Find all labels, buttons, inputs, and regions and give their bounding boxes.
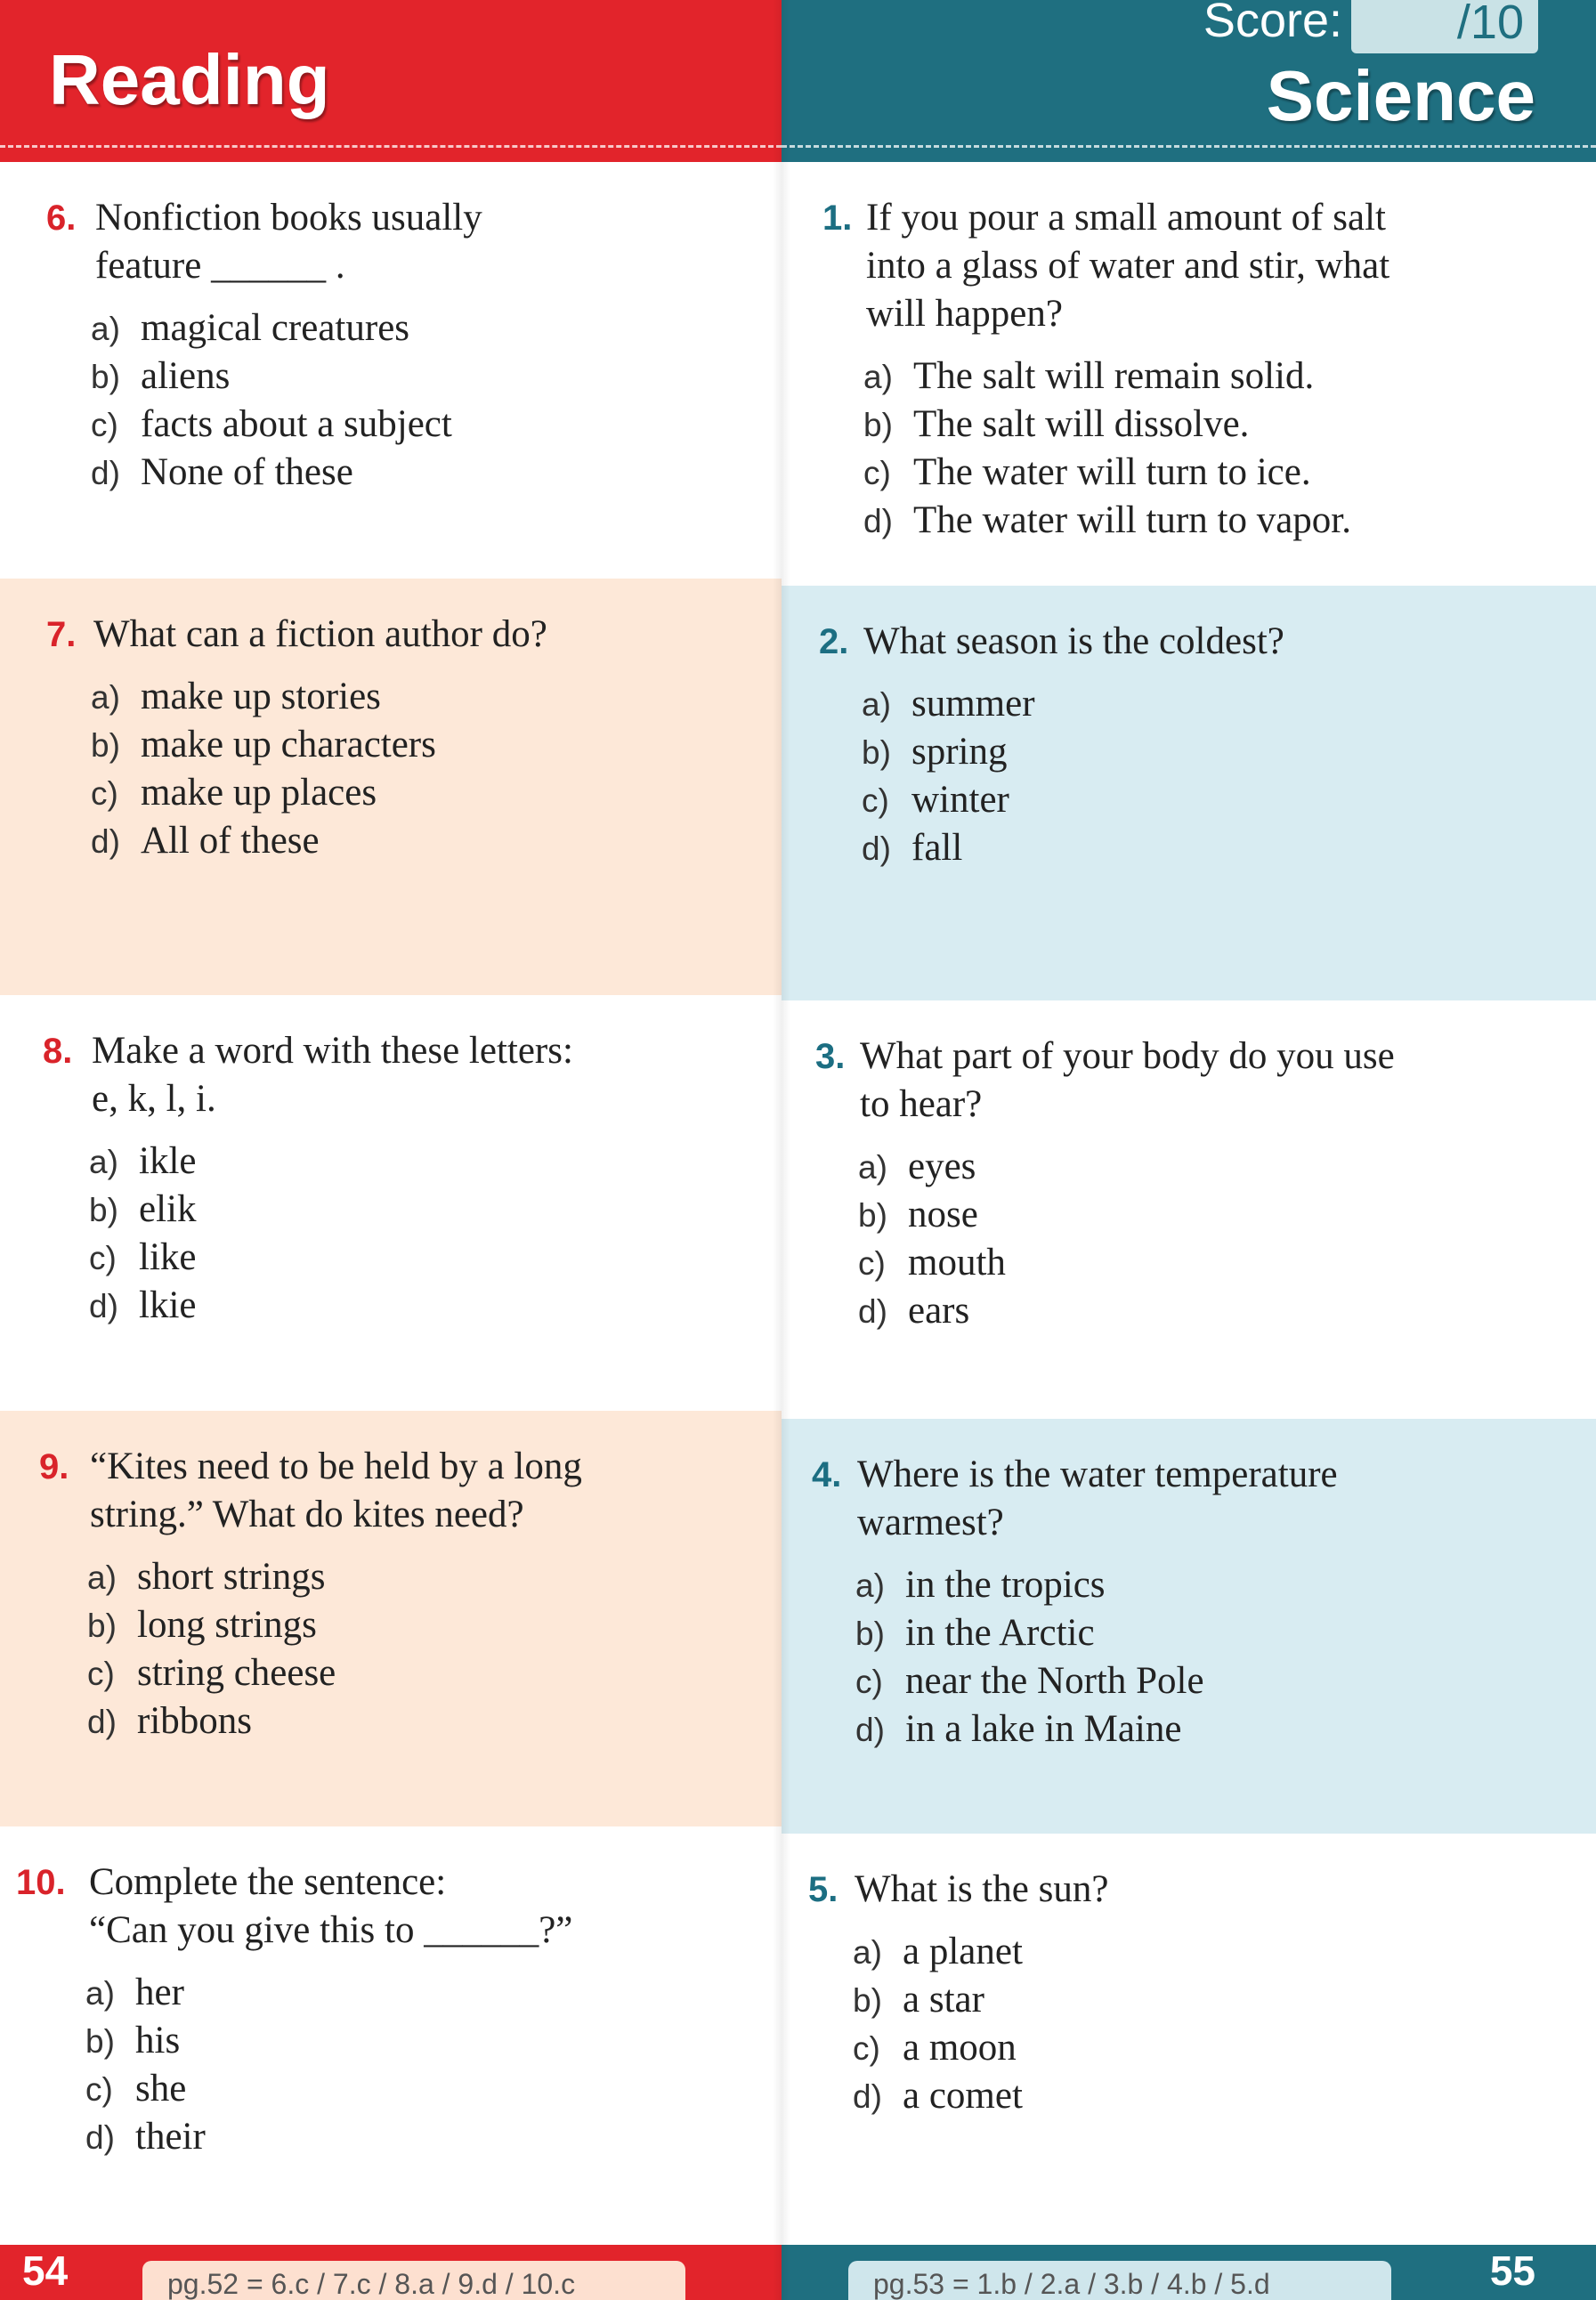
option-label: magical creatures (141, 307, 410, 349)
option-letter: c) (858, 1245, 886, 1282)
score-denominator: /10 (1456, 0, 1524, 49)
answer-option[interactable] (853, 1976, 1023, 2024)
option-letter: a) (89, 1144, 118, 1180)
option-letter: d) (91, 823, 120, 860)
reading-header (0, 0, 782, 162)
option-letter: c) (85, 2071, 113, 2108)
answer-option[interactable] (91, 769, 436, 817)
answer-option[interactable] (863, 401, 1351, 449)
option-label: make up stories (141, 676, 381, 717)
answer-option[interactable] (855, 1561, 1204, 1609)
option-label: winter (911, 779, 1009, 821)
option-letter: c) (863, 455, 891, 491)
question-text-line: Nonfiction books usually (95, 197, 482, 239)
question-text-line: “Kites need to be held by a long (90, 1446, 582, 1487)
option-letter: b) (91, 727, 120, 764)
option-label: None of these (141, 451, 353, 493)
option-letter: b) (862, 734, 891, 771)
answer-option[interactable] (858, 1191, 1006, 1239)
option-letter: b) (855, 1616, 885, 1652)
option-label: a star (903, 1979, 984, 2021)
question-text-line: into a glass of water and stir, what (866, 245, 1390, 287)
answer-option[interactable] (862, 824, 1035, 872)
answer-option[interactable] (85, 2113, 206, 2161)
answer-option[interactable] (853, 2072, 1023, 2120)
option-label: string cheese (137, 1652, 336, 1694)
answer-option[interactable] (91, 401, 452, 449)
question-block (782, 1834, 1596, 2245)
option-letter: c) (853, 2030, 880, 2067)
question-text (863, 618, 1284, 666)
question-text-line: What is the sun? (855, 1868, 1109, 1910)
option-letter: c) (91, 407, 118, 443)
question-text-line: will happen? (866, 293, 1063, 335)
question-number: 7. (46, 615, 77, 654)
option-label: in the tropics (905, 1564, 1106, 1606)
question-text-line: What can a fiction author do? (93, 613, 547, 655)
option-label: a comet (903, 2075, 1023, 2117)
option-label: lkie (139, 1284, 197, 1326)
question-text-line: Complete the sentence: (89, 1861, 447, 1903)
question-block (782, 162, 1596, 586)
question-text (855, 1866, 1108, 1914)
science-footer (782, 2245, 1596, 2300)
page-number: 55 (1489, 2247, 1535, 2294)
option-label: in a lake in Maine (905, 1708, 1182, 1750)
question-text-line: e, k, l, i. (92, 1078, 216, 1120)
option-letter: d) (858, 1293, 887, 1330)
question-text-line: Make a word with these letters: (92, 1030, 573, 1072)
reading-page (0, 0, 782, 2300)
question-number: 8. (43, 1032, 73, 1071)
option-letter: d) (853, 2078, 882, 2115)
answer-option[interactable] (87, 1697, 336, 1745)
answer-option[interactable] (85, 2065, 206, 2113)
option-letter: d) (85, 2119, 115, 2156)
question-block (0, 579, 782, 995)
question-text-line: “Can you give this to ______?” (89, 1909, 573, 1951)
answer-option[interactable] (863, 352, 1351, 401)
science-title: Science (1266, 56, 1535, 135)
option-label: make up places (141, 772, 377, 814)
question-number: 5. (808, 1870, 839, 1909)
option-letter: d) (89, 1288, 118, 1324)
answer-option[interactable] (853, 2024, 1023, 2072)
option-label: she (135, 2068, 187, 2110)
header-divider (0, 145, 782, 148)
option-letter: b) (91, 359, 120, 395)
option-label: The salt will remain solid. (913, 355, 1315, 397)
answer-option[interactable] (862, 776, 1035, 824)
option-letter: b) (87, 1608, 117, 1644)
question-number: 6. (46, 198, 77, 238)
score-box[interactable] (1351, 0, 1538, 53)
question-number: 2. (819, 622, 849, 661)
answer-option[interactable] (85, 1969, 206, 2017)
option-label: make up characters (141, 724, 436, 765)
question-number: 1. (822, 198, 853, 238)
option-label: a planet (903, 1931, 1023, 1972)
option-letter: a) (87, 1559, 117, 1596)
question-number: 4. (812, 1455, 842, 1494)
answer-option[interactable] (87, 1553, 336, 1601)
option-label: The salt will dissolve. (913, 403, 1250, 445)
answer-options (853, 1928, 1023, 2120)
answer-option[interactable] (855, 1657, 1204, 1705)
question-text (93, 611, 547, 659)
question-text-line: to hear? (860, 1083, 983, 1125)
answer-option[interactable] (89, 1138, 196, 1186)
answer-options (87, 1553, 336, 1745)
option-label: aliens (141, 355, 231, 397)
option-label: near the North Pole (905, 1660, 1204, 1702)
option-letter: b) (853, 1982, 882, 2019)
answer-key: pg.53 = 1.b / 2.a / 3.b / 4.b / 5.d (848, 2261, 1391, 2300)
option-letter: c) (87, 1656, 115, 1692)
science-page (782, 0, 1596, 2300)
option-letter: a) (855, 1567, 885, 1604)
option-letter: a) (858, 1149, 887, 1186)
answer-options (91, 304, 452, 497)
option-letter: b) (858, 1197, 887, 1234)
option-label: elik (139, 1188, 197, 1230)
question-text-line: feature ______ . (95, 245, 345, 287)
question-block (782, 1000, 1596, 1419)
option-letter: a) (91, 679, 120, 716)
question-text (866, 194, 1389, 338)
question-text-line: If you pour a small amount of salt (866, 197, 1386, 239)
question-number: 10. (16, 1863, 66, 1902)
answer-option[interactable] (91, 304, 452, 352)
option-label: like (139, 1236, 197, 1278)
answer-options (862, 680, 1035, 872)
option-letter: a) (91, 311, 120, 347)
option-letter: b) (85, 2023, 115, 2060)
answer-option[interactable] (91, 721, 436, 769)
score-label: Score: (1203, 0, 1342, 47)
question-text (95, 194, 482, 290)
answer-option[interactable] (89, 1186, 196, 1234)
question-block (0, 1826, 782, 2245)
option-letter: d) (87, 1704, 117, 1740)
answer-option[interactable] (862, 680, 1035, 728)
answer-options (855, 1561, 1204, 1753)
question-text (90, 1443, 582, 1539)
answer-options (858, 1143, 1006, 1335)
question-text-line: warmest? (857, 1502, 1004, 1543)
answer-option[interactable] (858, 1287, 1006, 1335)
option-label: a moon (903, 2027, 1017, 2069)
header-divider (782, 145, 1596, 148)
option-letter: a) (853, 1934, 882, 1971)
option-label: their (135, 2116, 206, 2158)
option-label: facts about a subject (141, 403, 452, 445)
page-number: 54 (22, 2247, 69, 2294)
option-letter: c) (91, 775, 118, 812)
option-label: in the Arctic (905, 1612, 1095, 1654)
question-block (782, 1419, 1596, 1834)
question-text-line: Where is the water temperature (857, 1454, 1338, 1495)
answer-option[interactable] (87, 1601, 336, 1649)
option-label: All of these (141, 820, 320, 862)
answer-option[interactable] (91, 817, 436, 865)
option-label: eyes (908, 1146, 976, 1187)
answer-options (85, 1969, 206, 2161)
answer-option[interactable] (89, 1234, 196, 1282)
option-label: short strings (137, 1556, 326, 1598)
question-text (860, 1033, 1395, 1129)
option-label: The water will turn to vapor. (913, 499, 1351, 541)
answer-option[interactable] (85, 2017, 206, 2065)
option-label: her (135, 1972, 184, 2013)
option-letter: b) (863, 407, 893, 443)
option-letter: d) (862, 830, 891, 867)
answer-option[interactable] (858, 1239, 1006, 1287)
answer-option[interactable] (91, 449, 452, 497)
option-letter: d) (855, 1712, 885, 1748)
option-label: long strings (137, 1604, 317, 1646)
answer-option[interactable] (91, 673, 436, 721)
option-letter: c) (862, 782, 889, 819)
reading-footer (0, 2245, 782, 2300)
option-label: ribbons (137, 1700, 252, 1742)
answer-options (91, 673, 436, 865)
option-letter: a) (862, 686, 891, 723)
answer-option[interactable] (87, 1649, 336, 1697)
option-label: ikle (139, 1140, 197, 1182)
question-text-line: string.” What do kites need? (90, 1494, 524, 1535)
option-label: ears (908, 1290, 970, 1332)
option-label: summer (911, 683, 1035, 725)
question-block (0, 995, 782, 1411)
question-text (857, 1451, 1338, 1547)
answer-key: pg.52 = 6.c / 7.c / 8.a / 9.d / 10.c (142, 2261, 685, 2300)
answer-options (89, 1138, 196, 1330)
answer-option[interactable] (863, 497, 1351, 545)
question-text-line: What season is the coldest? (863, 620, 1284, 662)
option-letter: d) (91, 455, 120, 491)
question-block (0, 162, 782, 579)
question-block (782, 586, 1596, 1000)
science-header (782, 0, 1596, 162)
answer-option[interactable] (863, 449, 1351, 497)
answer-options (863, 352, 1351, 545)
answer-option[interactable] (858, 1143, 1006, 1191)
option-label: mouth (908, 1242, 1006, 1284)
question-text (89, 1859, 572, 1955)
option-label: his (135, 2020, 181, 2061)
answer-option[interactable] (862, 728, 1035, 776)
option-letter: d) (863, 503, 893, 539)
answer-option[interactable] (855, 1705, 1204, 1753)
answer-option[interactable] (91, 352, 452, 401)
reading-title: Reading (49, 40, 330, 119)
question-number: 3. (815, 1037, 846, 1076)
option-letter: c) (89, 1240, 117, 1276)
option-letter: c) (855, 1664, 883, 1700)
question-block (0, 1411, 782, 1826)
option-label: The water will turn to ice. (913, 451, 1311, 493)
option-label: nose (908, 1194, 978, 1235)
answer-option[interactable] (855, 1609, 1204, 1657)
answer-option[interactable] (853, 1928, 1023, 1976)
option-label: fall (911, 827, 963, 869)
answer-option[interactable] (89, 1282, 196, 1330)
option-letter: a) (863, 359, 893, 395)
option-letter: a) (85, 1975, 115, 2012)
option-label: spring (911, 731, 1008, 773)
question-text-line: What part of your body do you use (860, 1035, 1395, 1077)
option-letter: b) (89, 1192, 118, 1228)
question-number: 9. (39, 1447, 69, 1486)
question-text (92, 1027, 573, 1123)
